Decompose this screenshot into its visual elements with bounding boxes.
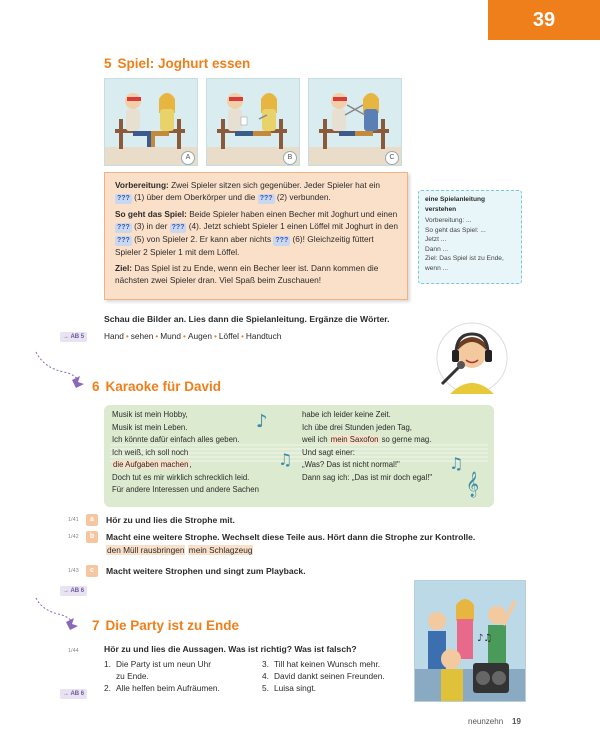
lyric-line: Dann sag ich: „Das ist mir doch egal!" xyxy=(302,472,433,482)
footer-page-word: neunzehn xyxy=(468,717,504,726)
statements-left xyxy=(104,658,254,694)
word-item: sehen xyxy=(130,331,154,341)
word-list xyxy=(104,331,281,341)
blank-3[interactable]: ??? xyxy=(117,224,130,231)
section-7-title: Die Party ist zu Ende xyxy=(105,618,240,633)
bullet-dot: • xyxy=(241,331,244,341)
blank-2[interactable]: ??? xyxy=(259,195,273,202)
lyric-line xyxy=(112,459,259,472)
picture-c-label: C xyxy=(385,151,399,165)
svg-text:♫: ♫ xyxy=(278,450,293,469)
statement xyxy=(104,658,254,670)
text-run: (6)! Gleichzeitig füttert Spieler 2 Spieler 1 mit dem Löffel. xyxy=(115,234,374,257)
lyrics-left-column xyxy=(112,409,259,497)
section-5-title: Spiel: Joghurt essen xyxy=(117,56,251,71)
statement xyxy=(262,682,412,694)
vorbereitung-label: Vorbereitung: xyxy=(115,180,169,190)
section-6-number: 6 xyxy=(92,379,100,394)
picture-b xyxy=(206,78,300,166)
text-run: weil ich xyxy=(302,435,330,444)
footer-page-number: 19 xyxy=(512,717,521,726)
task-a-text: Hör zu und lies die Strophe mit. xyxy=(106,515,235,525)
section-5-heading xyxy=(104,56,250,71)
task-b-text: Macht eine weitere Strophe. Wechselt diese Teile aus. Hört dann die Strophe zur Kontrolle. xyxy=(106,532,476,542)
lyric-line: Doch tut es mir wirklich schrecklich leid. xyxy=(112,472,250,482)
statement-text: David dankt seinen Freunden. xyxy=(274,671,385,681)
audio-track[interactable]: 1/43 xyxy=(68,568,79,574)
svg-text:♫: ♫ xyxy=(449,454,464,473)
game-instructions-box xyxy=(104,172,408,300)
lyric-line: Ich übe drei Stunden jeden Tag, xyxy=(302,422,412,432)
swap-item: den Müll rausbringen xyxy=(107,545,185,555)
tip-line: Vorbereitung: ... xyxy=(425,217,472,224)
tip-line: Dann ... xyxy=(425,245,449,253)
swap-items xyxy=(106,545,253,555)
dotted-path-decoration xyxy=(34,596,94,632)
lyric-line: Musik ist mein Hobby, xyxy=(112,410,188,419)
section-7-number: 7 xyxy=(92,618,100,633)
comma: , xyxy=(189,460,192,469)
lyrics-right-column xyxy=(302,409,432,484)
lyric-line: Musik ist mein Leben. xyxy=(112,422,188,432)
statement-number: 4. xyxy=(262,671,269,681)
section-5-instruction: Schau die Bilder an. Lies dann die Spielanleitung. Ergänze die Wörter. xyxy=(104,314,390,324)
picture-a xyxy=(104,78,198,166)
text-run: (3) in der xyxy=(131,221,170,231)
page-number-box: 39 xyxy=(488,0,600,40)
text-run: so gerne mag. xyxy=(379,435,432,444)
text-run: (5) von Spieler 2. Er kann aber nichts xyxy=(131,234,274,244)
lyric-line: Für andere Interessen und andere Sachen xyxy=(112,485,259,494)
word-item: Löffel xyxy=(218,331,239,341)
lyrics-box xyxy=(104,405,494,507)
david-portrait xyxy=(436,322,508,394)
text-run: (2) verbunden. xyxy=(274,192,331,202)
tip-title-2: verstehen xyxy=(425,205,457,213)
vorbereitung-paragraph xyxy=(115,179,399,204)
section-7-instruction: Hör zu und lies die Aussagen. Was ist richtig? Was ist falsch? xyxy=(104,644,357,654)
text-run: (4). Jetzt schiebt Spieler 1 einen Löffel mit Joghurt in den xyxy=(186,221,399,231)
section-6-title: Karaoke für David xyxy=(105,379,222,394)
blank-6[interactable]: ??? xyxy=(275,237,289,244)
section-5-number: 5 xyxy=(104,56,112,71)
ab-6-badge[interactable]: → AB 6 xyxy=(60,689,87,699)
task-letter-c: c xyxy=(86,565,98,577)
text-run: Beide Spieler haben einen Becher mit Joghurt und einen xyxy=(186,209,398,219)
section-6-heading xyxy=(92,379,221,394)
picture-c xyxy=(308,78,402,166)
statement-number: 1. xyxy=(104,659,111,669)
bullet-dot: • xyxy=(125,331,129,341)
lyric-line: habe ich leider keine Zeit. xyxy=(302,410,391,419)
svg-text:♪: ♪ xyxy=(256,411,268,432)
statements-right xyxy=(262,658,412,694)
bullet-dot: • xyxy=(183,331,186,341)
spiel-paragraph xyxy=(115,208,399,258)
statement-number: 3. xyxy=(262,659,269,669)
statement xyxy=(104,682,254,694)
statement xyxy=(262,670,412,682)
highlight-phrase: die Aufgaben machen xyxy=(113,460,189,469)
tip-line: wenn ... xyxy=(425,264,449,272)
svg-text:♪♫: ♪♫ xyxy=(477,633,493,644)
lyric-line xyxy=(302,434,432,447)
audio-track[interactable]: 1/41 xyxy=(68,517,79,523)
blank-1[interactable]: ??? xyxy=(117,195,130,202)
blank-5[interactable]: ??? xyxy=(117,237,130,244)
lyric-line: Ich könnte dafür einfach alles geben. xyxy=(112,435,240,444)
svg-text:𝄞: 𝄞 xyxy=(466,472,480,497)
word-item: Augen xyxy=(187,331,212,341)
audio-track[interactable]: 1/42 xyxy=(68,534,79,540)
statement-text: Die Party ist um neun Uhr xyxy=(116,659,211,669)
tip-line: Ziel: Das Spiel ist zu Ende, xyxy=(425,255,504,262)
bullet-dot: • xyxy=(213,331,217,341)
tip-line: Jetzt ... xyxy=(425,236,447,243)
statement xyxy=(104,670,254,682)
statement-number: 5. xyxy=(262,683,269,693)
ziel-label: Ziel: xyxy=(115,263,133,273)
spielanleitung-tip-box xyxy=(418,190,522,284)
statement-text: Luisa singt. xyxy=(274,683,316,693)
ab-5-badge[interactable]: → AB 5 xyxy=(60,332,87,342)
picture-b-label: B xyxy=(283,151,297,165)
tip-title-1: eine Spielanleitung xyxy=(425,196,486,203)
lyric-line: Und sagt einer: xyxy=(302,447,355,457)
highlight-phrase: mein Saxofon xyxy=(330,435,379,444)
text-run: Zwei Spieler sitzen sich gegenüber. Jeder Spieler hat ein xyxy=(168,180,381,190)
party-illustration xyxy=(414,580,526,702)
audio-track[interactable]: 1/44 xyxy=(68,648,79,654)
ab-6-badge[interactable]: → AB 6 xyxy=(60,586,87,596)
section-7-heading xyxy=(92,618,239,633)
statement-text: zu Ende. xyxy=(116,671,149,681)
word-item: Hand xyxy=(104,331,124,341)
word-item: Handtuch xyxy=(245,331,282,341)
blank-4[interactable]: ??? xyxy=(171,224,185,231)
bullet-dot: • xyxy=(155,331,159,341)
text-run: (1) über dem Oberkörper und die xyxy=(131,192,258,202)
lyric-line: Ich weiß, ich soll noch xyxy=(112,447,189,457)
text-run: Das Spiel ist zu Ende, wenn ein Becher leer ist. Dann kommen die nächsten zwei Spieler dran. Viel Spaß beim Zuschauen! xyxy=(115,263,379,285)
statement-number: 2. xyxy=(104,683,111,693)
spiel-label: So geht das Spiel: xyxy=(115,209,187,219)
swap-item: mein Schlagzeug xyxy=(188,545,253,555)
word-item: Mund xyxy=(160,331,182,341)
lyric-line: „Was? Das ist nicht normal!" xyxy=(302,460,400,469)
task-letter-b: b xyxy=(86,531,98,543)
statement-text: Alle helfen beim Aufräumen. xyxy=(116,683,220,693)
task-letter-a: a xyxy=(86,514,98,526)
picture-a-label: A xyxy=(181,151,195,165)
task-c-text: Macht weitere Strophen und singt zum Playback. xyxy=(106,566,306,576)
statement-text: Till hat keinen Wunsch mehr. xyxy=(274,659,381,669)
tip-line: So geht das Spiel: ... xyxy=(425,226,486,234)
statement xyxy=(262,658,412,670)
ziel-paragraph xyxy=(115,262,399,286)
